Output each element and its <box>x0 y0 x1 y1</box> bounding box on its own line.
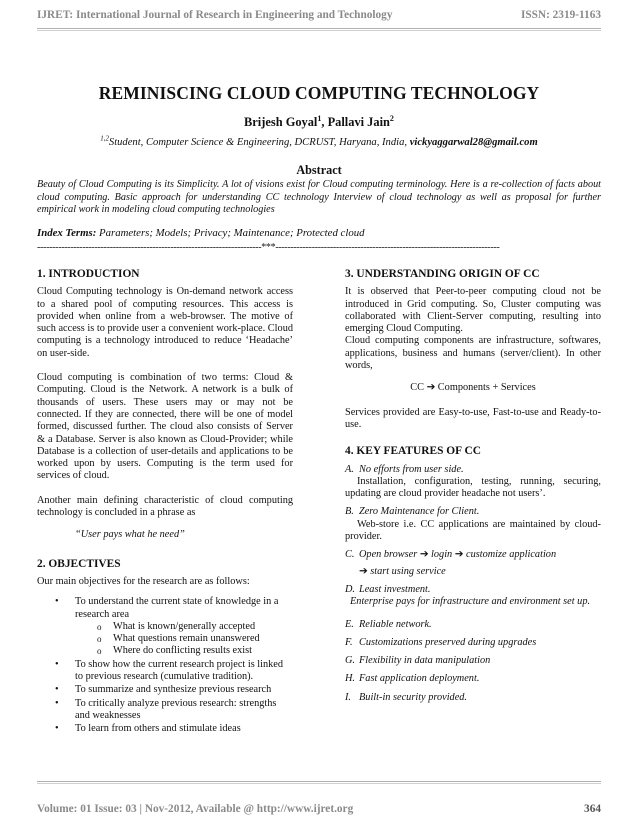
arrow-icon: ➔ <box>454 549 464 561</box>
feature-a: A. No efforts from user side. Installation, configuration, testing, running, securing, updating are cloud provider headache not users’. <box>345 463 601 500</box>
issn: ISSN: 2319-1163 <box>520 9 601 21</box>
list-item: o Where do conflicting results exist <box>113 645 293 657</box>
list-item: o What questions remain unanswered <box>113 633 293 645</box>
arrow-icon: ➔ <box>359 565 368 577</box>
arrow-icon: ➔ <box>419 549 429 561</box>
section-3-heading: 3. UNDERSTANDING ORIGIN OF CC <box>345 268 540 280</box>
running-footer <box>37 803 601 815</box>
author-2: Pallavi Jain <box>327 115 390 129</box>
author-email[interactable]: vickyaggarwal28@gmail.com <box>409 137 538 148</box>
section-1-heading: 1. INTRODUCTION <box>37 268 140 280</box>
list-item: • To show how the current research project is linked to previous research (cumulative tradition). <box>75 659 293 684</box>
formula: CC ➔ Components + Services <box>410 382 536 394</box>
section-4-heading: 4. KEY FEATURES OF CC <box>345 445 481 458</box>
volume-info: Volume: 01 Issue: 03 | Nov-2012, Available @ http://www.ijret.org <box>37 803 354 815</box>
abstract-text: Beauty of Cloud Computing is its Simplicity. A lot of visions exist for Cloud computing terminology. Here is a re-collection of facts about cloud computing. Basic approach for understanding CC technology Interview of cloud technology as well as proposal for further empirical work in modeling cloud computing technologies <box>37 179 601 216</box>
author-separator: , <box>321 115 328 129</box>
footer-rule-secondary <box>37 783 601 784</box>
intro-paragraph-1: Cloud Computing technology is On-demand network access to a shared pool of computing resources. This access is provided when online from a web-browser. The motive of such access is to provide user a convenient work-place. Cloud computing is a technology introduced to reduce ‘Headache’ on user-side. <box>37 286 293 359</box>
origin-paragraph-1: It is observed that Peer-to-peer computing cloud not be introduced in Grid computing. So, Cluster computing was collaborated with Client-Server computing, resulting into emerging Cloud Computing. <box>345 286 601 335</box>
objectives-list <box>37 596 293 735</box>
intro-paragraph-3: Another main defining characteristic of cloud computing technology is concluded in a phrase as <box>37 494 293 519</box>
header-rule <box>37 28 601 29</box>
running-header <box>37 9 601 21</box>
footer-rule <box>37 781 601 782</box>
affiliation-text: Student, Computer Science & Engineering, DCRUST, Haryana, India, <box>108 137 410 148</box>
abstract-heading: Abstract <box>296 163 342 177</box>
index-terms-text: Parameters; Models; Privacy; Maintenance; Protected cloud <box>96 227 365 239</box>
list-item: • To summarize and synthesize previous research <box>75 684 293 696</box>
index-terms <box>37 227 601 239</box>
affiliation <box>0 137 638 148</box>
list-item: • To understand the current state of knowledge in a research area o What is known/generally accepted o What questions remain unanswered o Where do conflicting results exist <box>75 596 293 657</box>
feature-i: I. Built-in security provided. <box>345 691 467 703</box>
author-1: Brijesh Goyal <box>244 115 318 129</box>
header-rule-secondary <box>37 30 601 31</box>
origin-paragraph-2: Cloud computing components are infrastructure, softwares, applications, business and humans (server/client). In other words, <box>345 335 601 372</box>
arrow-icon: ➔ <box>426 382 436 394</box>
list-item: • To learn from others and stimulate ideas <box>75 723 293 735</box>
feature-g: G. Flexibility in data manipulation <box>345 655 491 667</box>
feature-b: B. Zero Maintenance for Client. Web-store i.e. CC applications are maintained by cloud-provider. <box>345 506 601 543</box>
feature-e: E. Reliable network. <box>345 618 432 630</box>
objectives-intro: Our main objectives for the research are as follows: <box>37 575 250 587</box>
section-2-heading: 2. OBJECTIVES <box>37 557 121 570</box>
left-column <box>37 268 293 737</box>
feature-d: D. Least investment. Enterprise pays for infrastructure and environment set up. <box>345 583 591 608</box>
feature-c: C. Open browser ➔ login ➔ customize application ➔ start using service <box>345 549 557 577</box>
right-column <box>345 268 601 704</box>
page-number: 364 <box>584 803 601 815</box>
index-terms-label: Index Terms: <box>37 227 97 239</box>
affiliation-sup: 1,2 <box>100 135 109 143</box>
journal-name: IJRET: International Journal of Research in Engineering and Technology <box>37 9 393 21</box>
section-separator: --------------------------------------------------------------------------***-------------------------------------------------------------------------- <box>37 242 500 253</box>
feature-h: H. Fast application deployment. <box>345 673 480 685</box>
paper-title: REMINISCING CLOUD COMPUTING TECHNOLOGY <box>98 83 540 103</box>
objectives-sublist <box>75 621 293 658</box>
intro-quote: “User pays what he need” <box>75 529 185 541</box>
list-item: o What is known/generally accepted <box>113 621 293 633</box>
authors <box>0 115 638 130</box>
list-item: • To critically analyze previous research: strengths and weaknesses <box>75 698 293 723</box>
origin-paragraph-3: Services provided are Easy-to-use, Fast-to-use and Ready-to-use. <box>345 406 601 430</box>
intro-paragraph-2: Cloud computing is combination of two terms: Cloud & Computing. Cloud is the Network. A network is a bulk of thousands of users. These users may or may not be connected. If they are connected, there will be one of model formed, discussed further. The cloud also consists of Server & a Database. Server is also known as Cloud-Provider; while Database is a collection of user-details and applications to be worked upon by users. Computing is the term used for services of cloud. <box>37 372 293 482</box>
feature-f: F. Customizations preserved during upgrades <box>345 636 537 648</box>
author-1-sup: 1 <box>317 113 322 123</box>
author-2-sup: 2 <box>389 113 394 123</box>
